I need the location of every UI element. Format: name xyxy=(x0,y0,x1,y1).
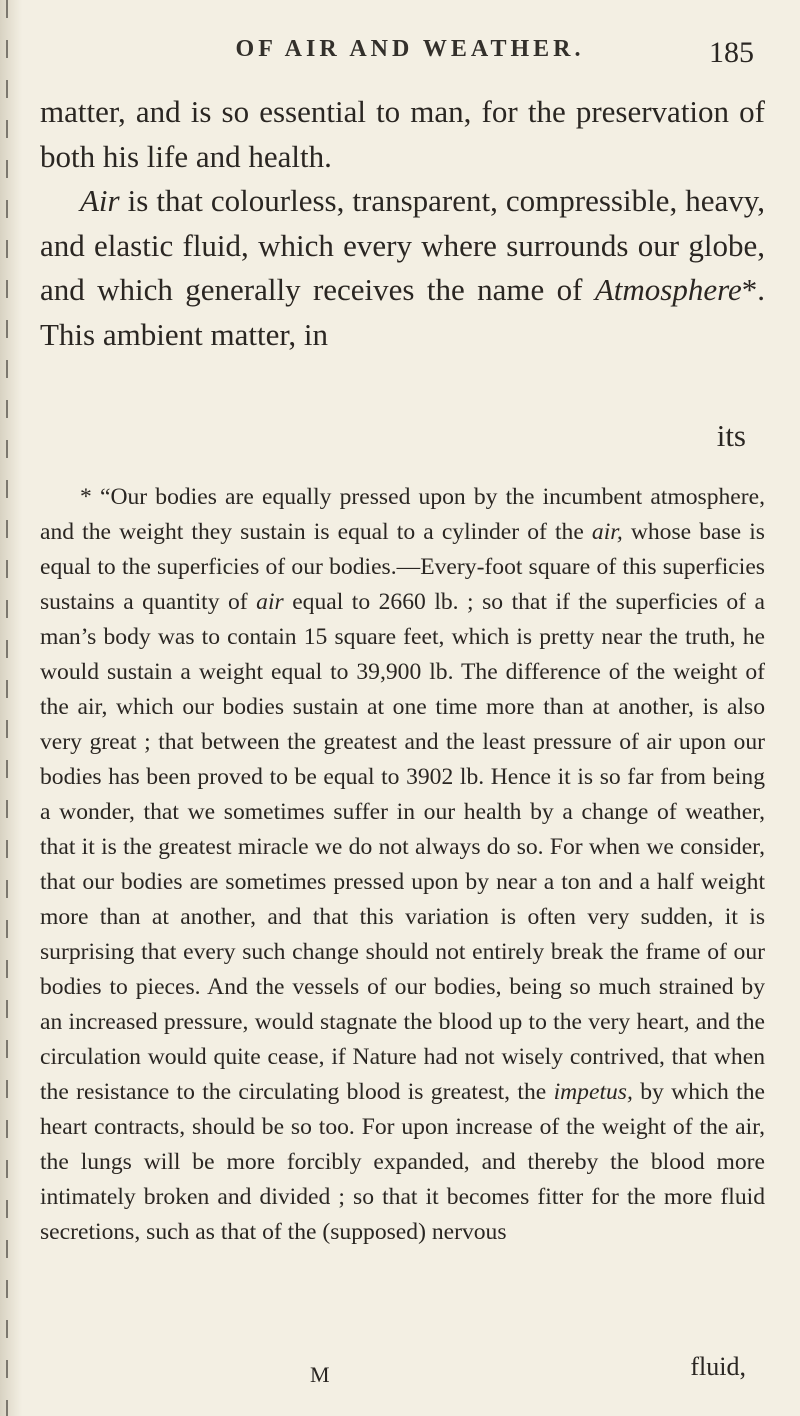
footnote-paragraph xyxy=(40,480,765,1250)
italic-impetus: impetus, xyxy=(553,1079,633,1105)
continuation-word: its xyxy=(716,418,746,453)
page-footer xyxy=(40,1352,780,1398)
page-number: 185 xyxy=(709,36,754,69)
italic-air: air, xyxy=(591,519,623,545)
text-segment: equal to 2660 lb. ; so that if the superficies of a man’s body was to contain 15 square feet, which is pretty near the truth, he would sustain a weight equal to 39,900 lb. The difference of the weight of the air, which our bodies sustain at one time more than at another, is also very great ; that between the greatest and the least pressure of air upon our bodies has been proved to be equal to 3902 lb. Hence it is so far from being a wonder, that we sometimes suffer in our health by a change of weather, that it is the greatest miracle we do not always do so. For when we consider, that our bodies are sometimes pressed upon by near a ton and a half weight more than at another, and that this variation is often very sudden, it is surprising that every such change should not entirely break the frame of our bodies to pieces. And the vessels of our bodies, being so much strained by an increased pressure, would stagnate the blood up to the very heart, and the circulation would quite cease, if Nature had not wisely contrived, that when the resistance to the circulating blood is greatest, the xyxy=(40,589,765,1105)
footnote xyxy=(40,480,765,1250)
page-binding-edge xyxy=(0,0,22,1416)
italic-atmosphere: Atmosphere xyxy=(594,272,742,308)
footnote-marker: *. xyxy=(741,272,765,308)
catchword: fluid, xyxy=(690,1352,746,1381)
running-title: OF AIR AND WEATHER. xyxy=(235,36,585,62)
footnote-marker: * “ xyxy=(80,484,111,510)
text-segment: Our bodies are equally pressed upon by the incumbent atmosphere, and the weight they sustain is equal to a cylinder of the xyxy=(40,484,766,545)
text-segment: This ambient matter, in xyxy=(40,316,329,352)
body-text xyxy=(40,90,765,358)
italic-air: Air xyxy=(80,183,120,219)
italic-air: air xyxy=(256,589,284,615)
text-segment: is that colourless, transparent, compressible, heavy, and elastic fluid, which every where surrounds our globe, and which generally receives the name of xyxy=(40,183,765,308)
text-segment: by which the heart contracts, should be so too. For upon increase of the weight of the air, the lungs will be more forcibly expanded, and thereby the blood more intimately broken and divided ; so that it becomes fitter for the more fluid secretions, such as that of the (supposed) nervous xyxy=(40,1079,765,1245)
text-segment: whose base is equal to the superficies of our bodies.—Every-foot square of this superficies sustains a quantity of xyxy=(40,519,765,615)
paragraph-continuation: matter, and is so essential to man, for the preservation of both his life and health. xyxy=(40,94,765,174)
paragraph-air-definition xyxy=(40,179,765,357)
signature-mark: M xyxy=(310,1362,331,1387)
running-head xyxy=(40,36,780,80)
